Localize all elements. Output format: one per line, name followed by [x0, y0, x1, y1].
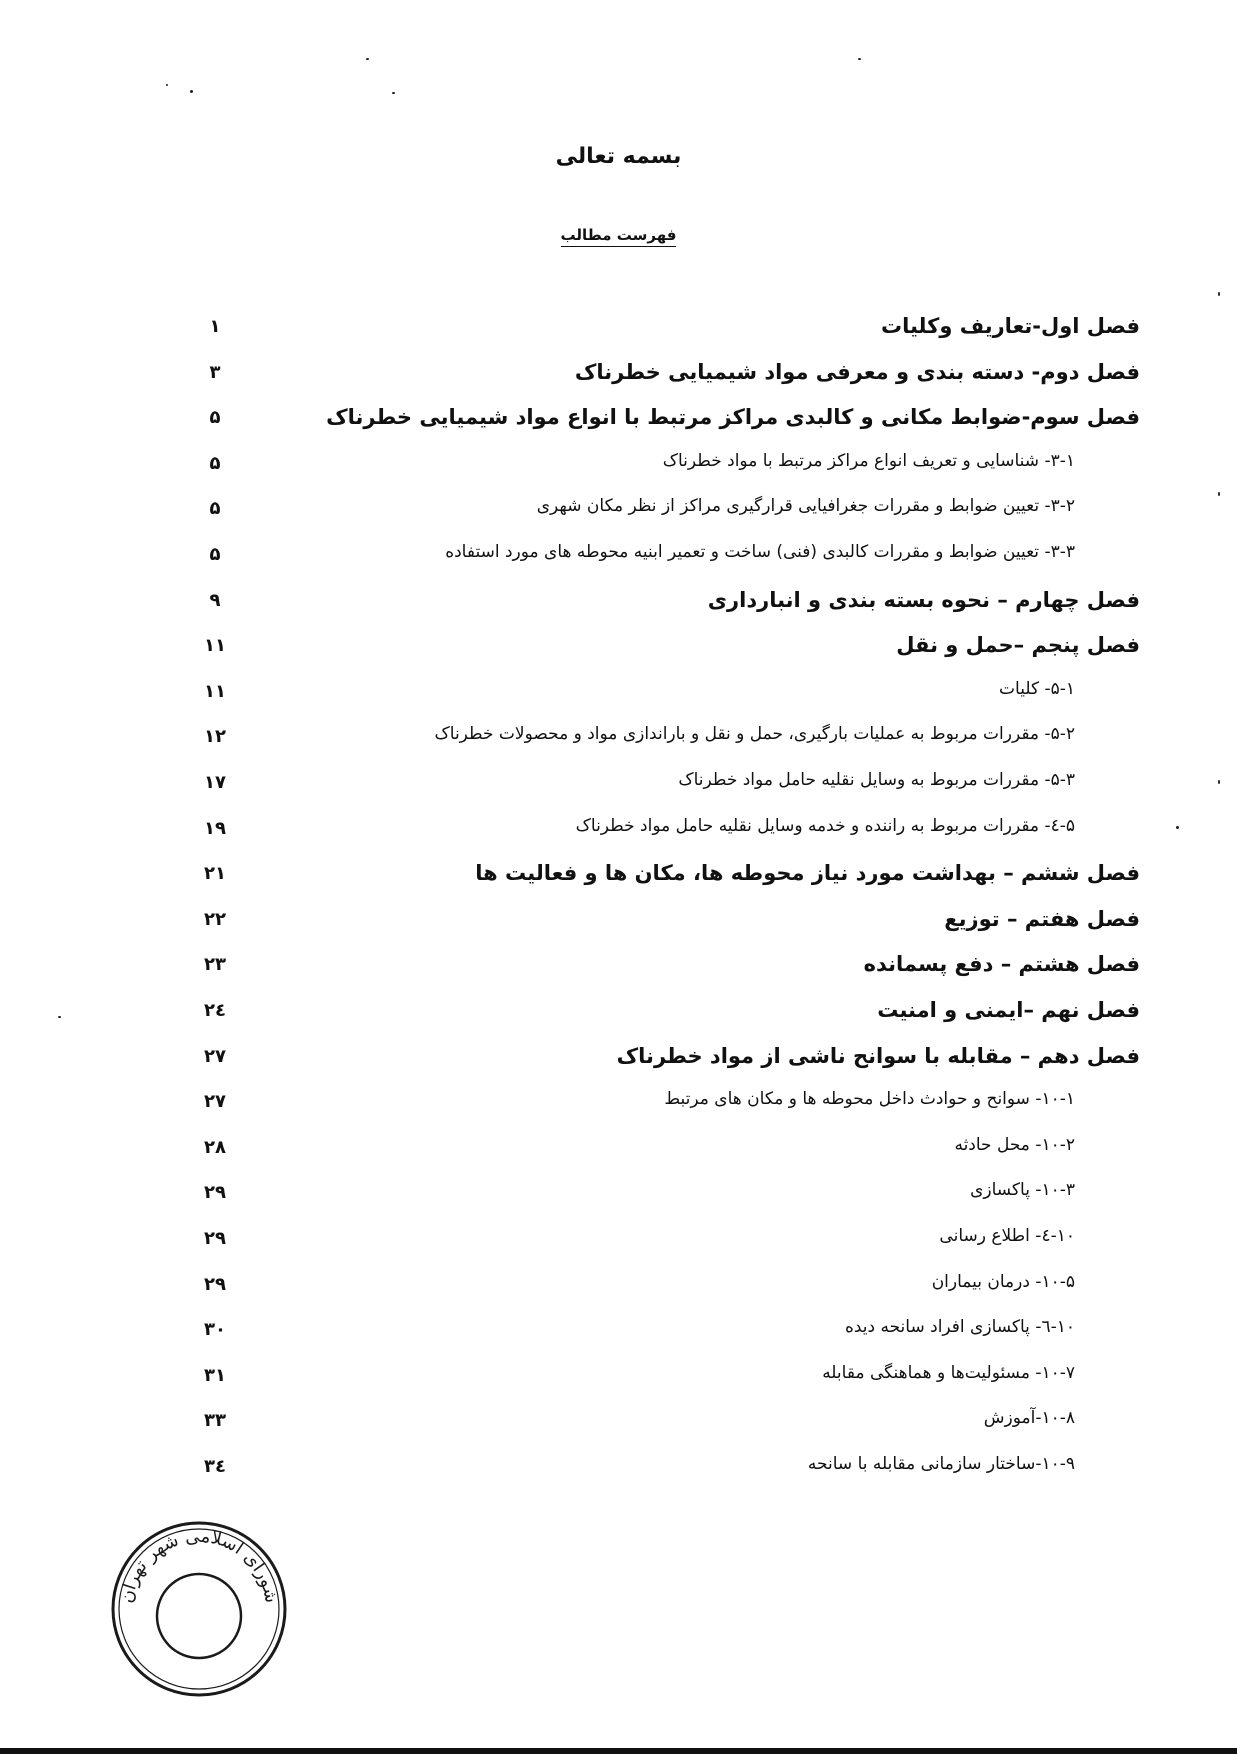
- toc-chapter-row: [180, 405, 1140, 445]
- scan-speck: [1218, 292, 1220, 296]
- toc-page-number: ۳۳: [204, 1410, 226, 1432]
- toc-section-title: ۱۰-۸-آموزش: [983, 1408, 1075, 1429]
- toc-page-number: ۲۹: [204, 1182, 226, 1204]
- toc-chapter-row: [180, 633, 1140, 673]
- page-title: بسمه تعالی: [555, 144, 682, 169]
- toc-section-title: ۵-۱- کلیات: [999, 678, 1075, 699]
- toc-chapter-row: [180, 360, 1140, 400]
- toc-section-title: ۱۰-٦- پاکسازی افراد سانحه دیده: [844, 1317, 1075, 1338]
- toc-chapter-row: [180, 907, 1140, 947]
- toc-section-row: [180, 1135, 1140, 1175]
- toc-chapter-row: [180, 998, 1140, 1038]
- toc-page-number: ۲۳: [204, 954, 226, 976]
- toc-chapter-row: [180, 861, 1140, 901]
- toc-section-title: ۵-۳- مقررات مربوط به وسایل نقلیه حامل مواد خطرناک: [678, 770, 1075, 790]
- toc-page-number: ۹: [209, 589, 221, 611]
- toc-section-row: [180, 451, 1140, 491]
- toc-chapter-row: [180, 314, 1140, 354]
- toc-page-number: ۵: [209, 544, 221, 565]
- toc-chapter-title: فصل چهارم – نحوه بسته بندی و انبارداری: [707, 587, 1140, 612]
- toc-section-row: [180, 679, 1140, 719]
- toc-page-number: ۲٤: [204, 1000, 226, 1021]
- toc-page-number: ۲۷: [204, 1091, 226, 1113]
- scan-speck: [858, 58, 861, 60]
- toc-section-title: ۱۰-۱- سوانح و حوادث داخل محوطه ها و مکان های مرتبط: [664, 1089, 1075, 1110]
- toc-section-title: ۵-٤- مقررات مربوط به راننده و خدمه وسایل نقلیه حامل مواد خطرناک: [575, 815, 1075, 836]
- toc-section-row: [180, 496, 1140, 536]
- toc-page-number: ۵: [209, 407, 221, 429]
- toc-section-row: [180, 770, 1140, 810]
- toc-chapter-title: فصل سوم-ضوابط مکانی و کالبدی مراکز مرتبط با انواع مواد شیمیایی خطرناک: [326, 405, 1140, 430]
- toc-section-title: ۱۰-۳- پاکسازی: [970, 1180, 1075, 1201]
- toc-section-title: ۳-۲- تعیین ضوابط و مقررات جغرافیایی قرارگیری مراکز از نظر مکان شهری: [536, 496, 1075, 517]
- toc-section-title: ۱۰-٤- اطلاع رسانی: [939, 1226, 1075, 1246]
- scan-speck: [1218, 780, 1220, 784]
- toc-chapter-title: فصل دهم – مقابله با سوانح ناشی از مواد خطرناک: [616, 1043, 1140, 1068]
- stamp-text: شورای اسلامی شهر تهران: [116, 1525, 282, 1605]
- toc-section-row: [180, 1272, 1140, 1312]
- toc-page-number: ۵: [209, 498, 221, 520]
- toc-chapter-title: فصل ششم – بهداشت مورد نیاز محوطه ها، مکان ها و فعالیت ها: [475, 861, 1140, 886]
- toc-page-number: ۲۸: [204, 1136, 226, 1158]
- toc-chapter-title: فصل پنجم –حمل و نقل: [896, 633, 1140, 658]
- scan-speck: [1176, 826, 1179, 829]
- toc-section-row: [180, 542, 1140, 582]
- toc-heading: [0, 226, 1237, 244]
- toc-chapter-title: فصل هشتم – دفع پسمانده: [863, 952, 1140, 977]
- toc-heading-text: فهرست مطالب: [561, 226, 677, 247]
- toc-page-number: ۱۲: [204, 726, 226, 748]
- toc-chapter-title: فصل نهم –ایمنی و امنیت: [877, 998, 1140, 1022]
- toc-chapter-row: [180, 588, 1140, 628]
- toc-page-number: ۲۱: [204, 863, 226, 885]
- toc-section-row: [180, 1180, 1140, 1220]
- toc-section-row: [180, 1363, 1140, 1403]
- toc-section-title: ۱۰-۷- مسئولیت‌ها و هماهنگی مقابله: [822, 1362, 1075, 1383]
- toc-section-title: ۳-۱- شناسایی و تعریف انواع مراکز مرتبط با مواد خطرناک: [662, 450, 1075, 471]
- scan-speck: [366, 58, 369, 60]
- toc-section-row: [180, 816, 1140, 856]
- toc-page-number: ۵: [209, 452, 221, 474]
- toc-page-number: ۱۹: [204, 817, 226, 839]
- toc-page-number: ۳۰: [204, 1319, 226, 1341]
- scan-bottom-edge: [0, 1748, 1237, 1754]
- toc-section-row: [180, 1089, 1140, 1129]
- toc-page-number: ۲۹: [204, 1273, 226, 1295]
- toc-section-row: [180, 1454, 1140, 1494]
- toc-page-number: ۳۱: [204, 1364, 226, 1386]
- toc-page-number: ۲۹: [204, 1228, 226, 1249]
- toc-page-number: ۱۱: [204, 635, 226, 657]
- toc-section-title: ۳-۳- تعیین ضوابط و مقررات کالبدی (فنی) ساخت و تعمیر ابنیه محوطه های مورد استفاده: [445, 542, 1075, 562]
- scan-speck: [166, 84, 168, 86]
- toc-page-number: ۲۲: [204, 908, 226, 930]
- toc-page-number: ۲۷: [204, 1045, 226, 1067]
- toc-section-row: [180, 1226, 1140, 1266]
- toc-section-title: ۱۰-۵- درمان بیماران: [931, 1271, 1075, 1292]
- scan-speck: [1218, 492, 1220, 496]
- toc-chapter-row: [180, 952, 1140, 992]
- toc-chapter-row: [180, 1044, 1140, 1084]
- toc-section-row: [180, 1408, 1140, 1448]
- toc-section-title: ۵-۲- مقررات مربوط به عملیات بارگیری، حمل و نقل و باراندازی مواد و محصولات خطرناک: [434, 724, 1075, 745]
- toc-page-number: ۱۷: [204, 772, 226, 793]
- toc-chapter-title: فصل دوم- دسته بندی و معرفی مواد شیمیایی خطرناک: [574, 359, 1140, 384]
- scan-speck: [392, 92, 395, 94]
- svg-text:شورای اسلامی شهر تهران: [116, 1526, 282, 1605]
- scan-speck: [190, 90, 193, 93]
- toc-page-number: ۳٤: [204, 1456, 226, 1477]
- toc-page-number: ۱: [209, 316, 221, 337]
- toc-page-number: ۱۱: [204, 680, 226, 702]
- toc-section-row: [180, 724, 1140, 764]
- stamp-seal: [108, 1518, 290, 1700]
- toc-page-number: ۳: [209, 361, 221, 383]
- toc-chapter-title: فصل هفتم – توزیع: [944, 906, 1140, 931]
- toc-chapter-title: فصل اول-تعاریف وکلیات: [880, 314, 1140, 338]
- toc-section-row: [180, 1317, 1140, 1357]
- scan-speck: [58, 1016, 61, 1018]
- toc-section-title: ۱۰-۹-ساختار سازمانی مقابله با سانحه: [807, 1454, 1075, 1474]
- toc-section-title: ۱۰-۲- محل حادثه: [954, 1134, 1075, 1155]
